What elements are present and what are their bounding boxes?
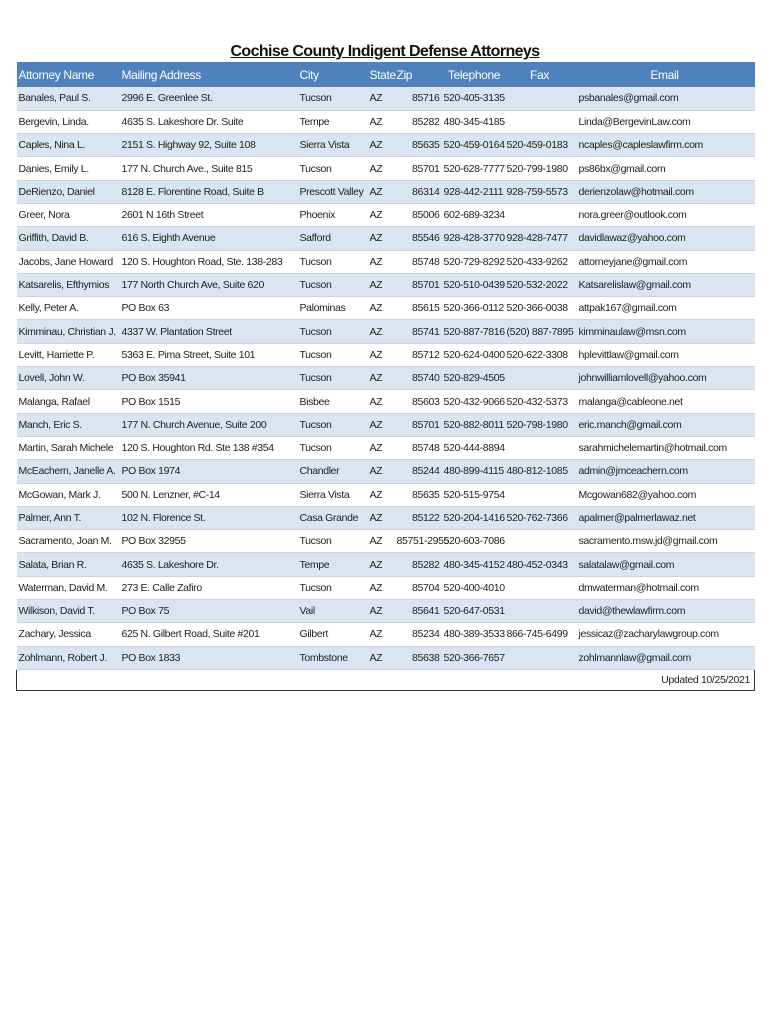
cell-zip: 85712: [395, 343, 442, 366]
cell-telephone: 520-204-1416: [442, 506, 505, 529]
header-state: State: [369, 67, 396, 82]
cell-state: AZ: [368, 506, 395, 529]
cell-mailing-address: PO Box 75: [120, 600, 298, 623]
updated-row: [17, 669, 755, 690]
cell-mailing-address: 177 North Church Ave, Suite 620: [120, 273, 298, 296]
cell-telephone: 480-389-3533: [442, 623, 505, 646]
cell-state: AZ: [368, 134, 395, 157]
cell-fax: 520-459-0183: [505, 134, 573, 157]
cell-city: Phoenix: [298, 203, 368, 226]
cell-mailing-address: 4337 W. Plantation Street: [120, 320, 298, 343]
cell-city: Tucson: [298, 530, 368, 553]
cell-attorney-name: Caples, Nina L.: [17, 134, 120, 157]
cell-zip: 85635: [395, 483, 442, 506]
cell-email: nora.greer@outlook.com: [573, 203, 755, 226]
cell-fax: 520-432-5373: [505, 390, 573, 413]
table-row: [17, 343, 755, 366]
table-row: [17, 600, 755, 623]
cell-zip: 85006: [395, 203, 442, 226]
cell-attorney-name: Manch, Eric S.: [17, 413, 120, 436]
cell-city: Tempe: [298, 110, 368, 133]
cell-city: Tempe: [298, 553, 368, 576]
cell-city: Chandler: [298, 460, 368, 483]
cell-fax: [505, 483, 573, 506]
table-row: [17, 436, 755, 459]
cell-mailing-address: 616 S. Eighth Avenue: [120, 227, 298, 250]
cell-state: AZ: [368, 600, 395, 623]
cell-mailing-address: 120 S. Houghton Road, Ste. 138-283: [120, 250, 298, 273]
cell-state: AZ: [368, 530, 395, 553]
cell-attorney-name: McGowan, Mark J.: [17, 483, 120, 506]
cell-mailing-address: 273 E. Calle Zafiro: [120, 576, 298, 599]
cell-email: Katsarelislaw@gmail.com: [573, 273, 755, 296]
cell-state: AZ: [368, 203, 395, 226]
cell-state: AZ: [368, 413, 395, 436]
cell-email: kimminaulaw@msn.com: [573, 320, 755, 343]
cell-fax: 520-622-3308: [505, 343, 573, 366]
header-email: Email: [650, 67, 679, 82]
cell-telephone: 520-647-0531: [442, 600, 505, 623]
cell-fax: 520-366-0038: [505, 297, 573, 320]
cell-state: AZ: [368, 157, 395, 180]
table-row: [17, 506, 755, 529]
cell-email: hplevittlaw@gmail.com: [573, 343, 755, 366]
cell-telephone: 520-624-0400: [442, 343, 505, 366]
cell-mailing-address: 2151 S. Highway 92, Suite 108: [120, 134, 298, 157]
cell-city: Prescott Valley: [298, 180, 368, 203]
cell-email: sarahmichelemartin@hotmail.com: [573, 436, 755, 459]
cell-mailing-address: 8128 E. Florentine Road, Suite B: [120, 180, 298, 203]
cell-email: attpak167@gmail.com: [573, 297, 755, 320]
cell-city: Bisbee: [298, 390, 368, 413]
table-row: [17, 180, 755, 203]
cell-mailing-address: 2996 E. Greenlee St.: [120, 87, 298, 110]
table-header: [17, 62, 755, 87]
table-row: [17, 530, 755, 553]
cell-telephone: 480-345-4152: [442, 553, 505, 576]
table-row: [17, 320, 755, 343]
cell-email: derienzolaw@hotmail.com: [573, 180, 755, 203]
cell-city: Tucson: [298, 436, 368, 459]
cell-city: Sierra Vista: [298, 134, 368, 157]
cell-email: sacramento.msw.jd@gmail.com: [573, 530, 755, 553]
cell-email: attorneyjane@gmail.com: [573, 250, 755, 273]
cell-city: Tucson: [298, 320, 368, 343]
table-row: [17, 413, 755, 436]
cell-mailing-address: 625 N. Gilbert Road, Suite #201: [120, 623, 298, 646]
cell-fax: 520-762-7366: [505, 506, 573, 529]
cell-telephone: 928-428-3770: [442, 227, 505, 250]
cell-state: AZ: [368, 320, 395, 343]
cell-email: zohlmannlaw@gmail.com: [573, 646, 755, 669]
cell-fax: 480-452-0343: [505, 553, 573, 576]
cell-telephone: 480-899-4115: [442, 460, 505, 483]
cell-mailing-address: PO Box 32955: [120, 530, 298, 553]
cell-attorney-name: Greer, Nora: [17, 203, 120, 226]
table-row: [17, 576, 755, 599]
cell-zip: 85546: [395, 227, 442, 250]
cell-email: Linda@BergevinLaw.com: [573, 110, 755, 133]
cell-zip: 85641: [395, 600, 442, 623]
cell-city: Tucson: [298, 576, 368, 599]
cell-city: Sierra Vista: [298, 483, 368, 506]
cell-email: dmwaterman@hotmail.com: [573, 576, 755, 599]
cell-telephone: 602-689-3234: [442, 203, 505, 226]
cell-mailing-address: 4635 S. Lakeshore Dr.: [120, 553, 298, 576]
cell-zip: 85122: [395, 506, 442, 529]
cell-fax: [505, 646, 573, 669]
cell-state: AZ: [368, 343, 395, 366]
cell-telephone: 520-432-9066: [442, 390, 505, 413]
cell-state: AZ: [368, 576, 395, 599]
cell-fax: 520-433-9262: [505, 250, 573, 273]
cell-state: AZ: [368, 460, 395, 483]
cell-mailing-address: PO Box 1974: [120, 460, 298, 483]
cell-email: admin@jmceachern.com: [573, 460, 755, 483]
cell-city: Vail: [298, 600, 368, 623]
cell-zip: 85234: [395, 623, 442, 646]
table-row: [17, 297, 755, 320]
cell-zip: 85704: [395, 576, 442, 599]
cell-telephone: 520-366-0112: [442, 297, 505, 320]
cell-city: Tucson: [298, 250, 368, 273]
cell-fax: [505, 436, 573, 459]
cell-telephone: 520-603-7086: [442, 530, 505, 553]
cell-state: AZ: [368, 87, 395, 110]
cell-email: ps86bx@gmail.com: [573, 157, 755, 180]
cell-attorney-name: Jacobs, Jane Howard: [17, 250, 120, 273]
cell-mailing-address: 102 N. Florence St.: [120, 506, 298, 529]
cell-email: jessicaz@zacharylawgroup.com: [573, 623, 755, 646]
cell-attorney-name: Sacramento, Joan M.: [17, 530, 120, 553]
cell-mailing-address: PO Box 1833: [120, 646, 298, 669]
cell-city: Tucson: [298, 273, 368, 296]
cell-attorney-name: Malanga, Rafael: [17, 390, 120, 413]
cell-telephone: 520-882-8011: [442, 413, 505, 436]
cell-email: ncaples@capleslawfirm.com: [573, 134, 755, 157]
cell-city: Tombstone: [298, 646, 368, 669]
cell-attorney-name: McEachern, Janelle A.: [17, 460, 120, 483]
cell-fax: 928-428-7477: [505, 227, 573, 250]
table-row: [17, 203, 755, 226]
cell-fax: [505, 530, 573, 553]
cell-state: AZ: [368, 180, 395, 203]
cell-state: AZ: [368, 553, 395, 576]
cell-state: AZ: [368, 483, 395, 506]
table-row: [17, 646, 755, 669]
cell-email: davidlawaz@yahoo.com: [573, 227, 755, 250]
cell-email: Mcgowan682@yahoo.com: [573, 483, 755, 506]
cell-fax: [505, 367, 573, 390]
cell-attorney-name: Bergevin, Linda.: [17, 110, 120, 133]
cell-email: johnwilliamlovell@yahoo.com: [573, 367, 755, 390]
cell-telephone: 520-444-8894: [442, 436, 505, 459]
attorney-table: [16, 62, 755, 691]
cell-city: Gilbert: [298, 623, 368, 646]
cell-state: AZ: [368, 436, 395, 459]
cell-fax: 866-745-6499: [505, 623, 573, 646]
cell-fax: 928-759-5573: [505, 180, 573, 203]
cell-mailing-address: 177 N. Church Ave., Suite 815: [120, 157, 298, 180]
cell-zip: 85741: [395, 320, 442, 343]
cell-telephone: 480-345-4185: [442, 110, 505, 133]
table-row: [17, 110, 755, 133]
table-row: [17, 273, 755, 296]
table-row: [17, 623, 755, 646]
cell-state: AZ: [368, 623, 395, 646]
cell-zip: 85701: [395, 157, 442, 180]
page-title: Cochise County Indigent Defense Attorneys: [230, 43, 540, 60]
table-row: [17, 134, 755, 157]
cell-state: AZ: [368, 227, 395, 250]
cell-telephone: 520-829-4505: [442, 367, 505, 390]
cell-telephone: 928-442-2111: [442, 180, 505, 203]
cell-attorney-name: Griffith, David B.: [17, 227, 120, 250]
cell-zip: 85244: [395, 460, 442, 483]
header-mailing-address: Mailing Address: [121, 67, 201, 82]
cell-mailing-address: PO Box 35941: [120, 367, 298, 390]
cell-telephone: 520-628-7777: [442, 157, 505, 180]
cell-fax: [505, 203, 573, 226]
table-row: [17, 553, 755, 576]
header-zip: Zip: [396, 67, 413, 82]
cell-attorney-name: Kimminau, Christian J.: [17, 320, 120, 343]
cell-attorney-name: Katsarelis, Efthymios: [17, 273, 120, 296]
table-row: [17, 250, 755, 273]
cell-mailing-address: PO Box 1515: [120, 390, 298, 413]
cell-city: Tucson: [298, 87, 368, 110]
cell-mailing-address: 5363 E. Pima Street, Suite 101: [120, 343, 298, 366]
cell-zip: 85701: [395, 413, 442, 436]
cell-attorney-name: Palmer, Ann T.: [17, 506, 120, 529]
cell-zip: 85603: [395, 390, 442, 413]
header-fax: Fax: [530, 67, 549, 82]
cell-telephone: 520-515-9754: [442, 483, 505, 506]
cell-zip: 85716: [395, 87, 442, 110]
cell-city: Casa Grande: [298, 506, 368, 529]
cell-attorney-name: Wilkison, David T.: [17, 600, 120, 623]
header-attorney-name: Attorney Name: [18, 67, 94, 82]
cell-city: Tucson: [298, 157, 368, 180]
cell-state: AZ: [368, 250, 395, 273]
cell-fax: 520-798-1980: [505, 413, 573, 436]
header-city: City: [299, 67, 319, 82]
cell-attorney-name: Zachary, Jessica: [17, 623, 120, 646]
cell-fax: [505, 600, 573, 623]
cell-city: Safford: [298, 227, 368, 250]
cell-zip: 85748: [395, 436, 442, 459]
cell-attorney-name: Levitt, Harriette P.: [17, 343, 120, 366]
cell-email: psbanales@gmail.com: [573, 87, 755, 110]
cell-state: AZ: [368, 273, 395, 296]
cell-attorney-name: Banales, Paul S.: [17, 87, 120, 110]
table-row: [17, 227, 755, 250]
cell-telephone: 520-510-0439: [442, 273, 505, 296]
cell-city: Palominas: [298, 297, 368, 320]
cell-zip: 85282: [395, 110, 442, 133]
cell-mailing-address: 177 N. Church Avenue, Suite 200: [120, 413, 298, 436]
cell-fax: [505, 110, 573, 133]
cell-state: AZ: [368, 390, 395, 413]
cell-fax: 520-799-1980: [505, 157, 573, 180]
cell-email: salatalaw@gmail.com: [573, 553, 755, 576]
cell-city: Tucson: [298, 413, 368, 436]
cell-mailing-address: 500 N. Lenzner, #C-14: [120, 483, 298, 506]
table-row: [17, 87, 755, 110]
cell-mailing-address: 120 S. Houghton Rd. Ste 138 #354: [120, 436, 298, 459]
cell-mailing-address: PO Box 63: [120, 297, 298, 320]
cell-mailing-address: 2601 N 16th Street: [120, 203, 298, 226]
cell-fax: [505, 576, 573, 599]
table-row: [17, 390, 755, 413]
cell-zip: 85740: [395, 367, 442, 390]
cell-state: AZ: [368, 297, 395, 320]
cell-email: malanga@cableone.net: [573, 390, 755, 413]
cell-zip: 85748: [395, 250, 442, 273]
cell-state: AZ: [368, 646, 395, 669]
cell-telephone: 520-887-7816: [442, 320, 505, 343]
cell-state: AZ: [368, 110, 395, 133]
table-row: [17, 367, 755, 390]
cell-city: Tucson: [298, 343, 368, 366]
cell-email: apalmer@palmerlawaz.net: [573, 506, 755, 529]
cell-attorney-name: Salata, Brian R.: [17, 553, 120, 576]
cell-attorney-name: Kelly, Peter A.: [17, 297, 120, 320]
cell-mailing-address: 4635 S. Lakeshore Dr. Suite: [120, 110, 298, 133]
cell-attorney-name: DeRienzo, Daniel: [17, 180, 120, 203]
cell-zip: 85701: [395, 273, 442, 296]
table-row: [17, 460, 755, 483]
cell-zip: 85615: [395, 297, 442, 320]
cell-telephone: 520-729-8292: [442, 250, 505, 273]
cell-zip: 86314: [395, 180, 442, 203]
cell-telephone: 520-405-3135: [442, 87, 505, 110]
table-row: [17, 157, 755, 180]
cell-attorney-name: Waterman, David M.: [17, 576, 120, 599]
cell-fax: 480-812-1085: [505, 460, 573, 483]
table-body: [17, 87, 755, 669]
table-row: [17, 483, 755, 506]
cell-attorney-name: Zohlmann, Robert J.: [17, 646, 120, 669]
cell-zip: 85282: [395, 553, 442, 576]
updated-date: Updated 10/25/2021: [17, 669, 755, 690]
cell-fax: (520) 887-7895: [505, 320, 573, 343]
cell-email: eric.manch@gmail.com: [573, 413, 755, 436]
cell-city: Tucson: [298, 367, 368, 390]
cell-zip: 85751-2955: [395, 530, 442, 553]
header-row: [17, 62, 755, 87]
cell-telephone: 520-366-7657: [442, 646, 505, 669]
cell-attorney-name: Martin, Sarah Michele: [17, 436, 120, 459]
header-telephone: Telephone: [447, 67, 501, 82]
cell-telephone: 520-400-4010: [442, 576, 505, 599]
cell-attorney-name: Lovell, John W.: [17, 367, 120, 390]
cell-telephone: 520-459-0164: [442, 134, 505, 157]
cell-zip: 85635: [395, 134, 442, 157]
cell-zip: 85638: [395, 646, 442, 669]
cell-fax: [505, 87, 573, 110]
cell-email: david@thewlawfirm.com: [573, 600, 755, 623]
cell-state: AZ: [368, 367, 395, 390]
cell-fax: 520-532-2022: [505, 273, 573, 296]
cell-attorney-name: Danies, Emily L.: [17, 157, 120, 180]
